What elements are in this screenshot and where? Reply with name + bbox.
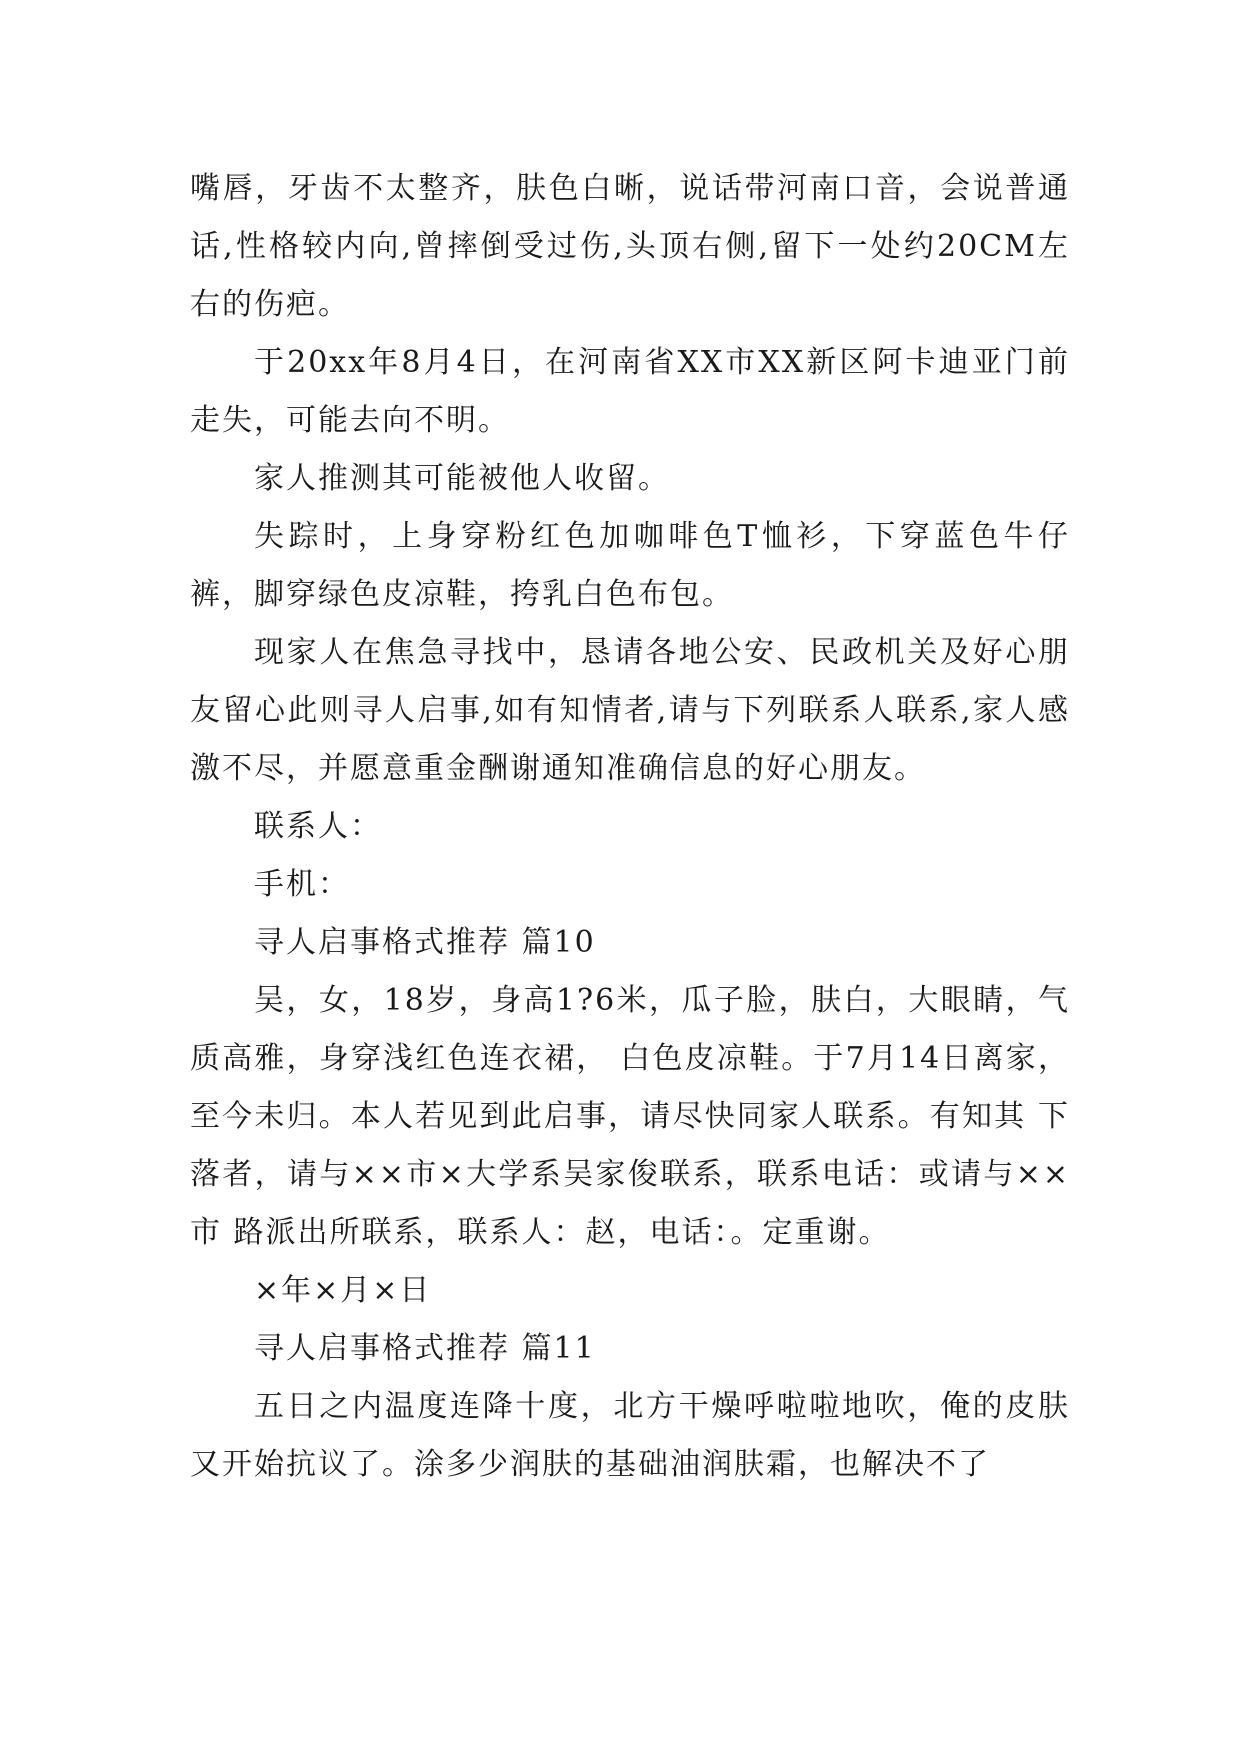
document-body — [190, 160, 1070, 1494]
paragraph-lost-date-location: 于20xx年8月4日，在河南省XX市XX新区阿卡迪亚门前走失，可能去向不明。 — [190, 345, 1070, 438]
paragraph-weather-skin: 五日之内温度连降十度，北方干燥呼啦啦地吹，俺的皮肤又开始抗议了。涂多少润肤的基础油润肤霜，也解决不了 — [190, 1389, 1070, 1482]
phone-label: 手机： — [254, 867, 350, 902]
paragraph-appeal: 现家人在焦急寻找中，恳请各地公安、民政机关及好心朋友留心此则寻人启事,如有知情者,请与下列联系人联系,家人感激不尽，并愿意重金酬谢通知准确信息的好心朋友。 — [190, 635, 1070, 786]
date-line: ×年×月×日 — [254, 1273, 432, 1308]
contact-person-label: 联系人： — [254, 809, 382, 844]
paragraph-description-continued: 嘴唇，牙齿不太整齐，肤色白晰，说话带河南口音，会说普通话,性格较内向,曾摔倒受过伤,头顶右侧,留下一处约20CM左右的伤疤。 — [190, 171, 1070, 322]
section-heading-11: 寻人启事格式推荐 篇11 — [254, 1331, 596, 1366]
paragraph-clothing: 失踪时，上身穿粉红色加咖啡色T恤衫，下穿蓝色牛仔裤，脚穿绿色皮凉鞋，挎乳白色布包。 — [190, 519, 1070, 612]
paragraph-missing-person-wu: 吴，女，18岁，身高1?6米，瓜子脸，肤白，大眼睛，气质高雅，身穿浅红色连衣裙， 白色皮凉鞋。于7月14日离家，至今未归。本人若见到此启事，请尽快同家人联系。有知其 下落者，请与××市×大学系吴家俊联系，联系电话：或请与××市 路派出所联系，联系人：赵，电话：。定重谢。 — [190, 983, 1070, 1250]
paragraph-family-guess: 家人推测其可能被他人收留。 — [254, 461, 670, 496]
section-heading-10: 寻人启事格式推荐 篇10 — [254, 925, 596, 960]
